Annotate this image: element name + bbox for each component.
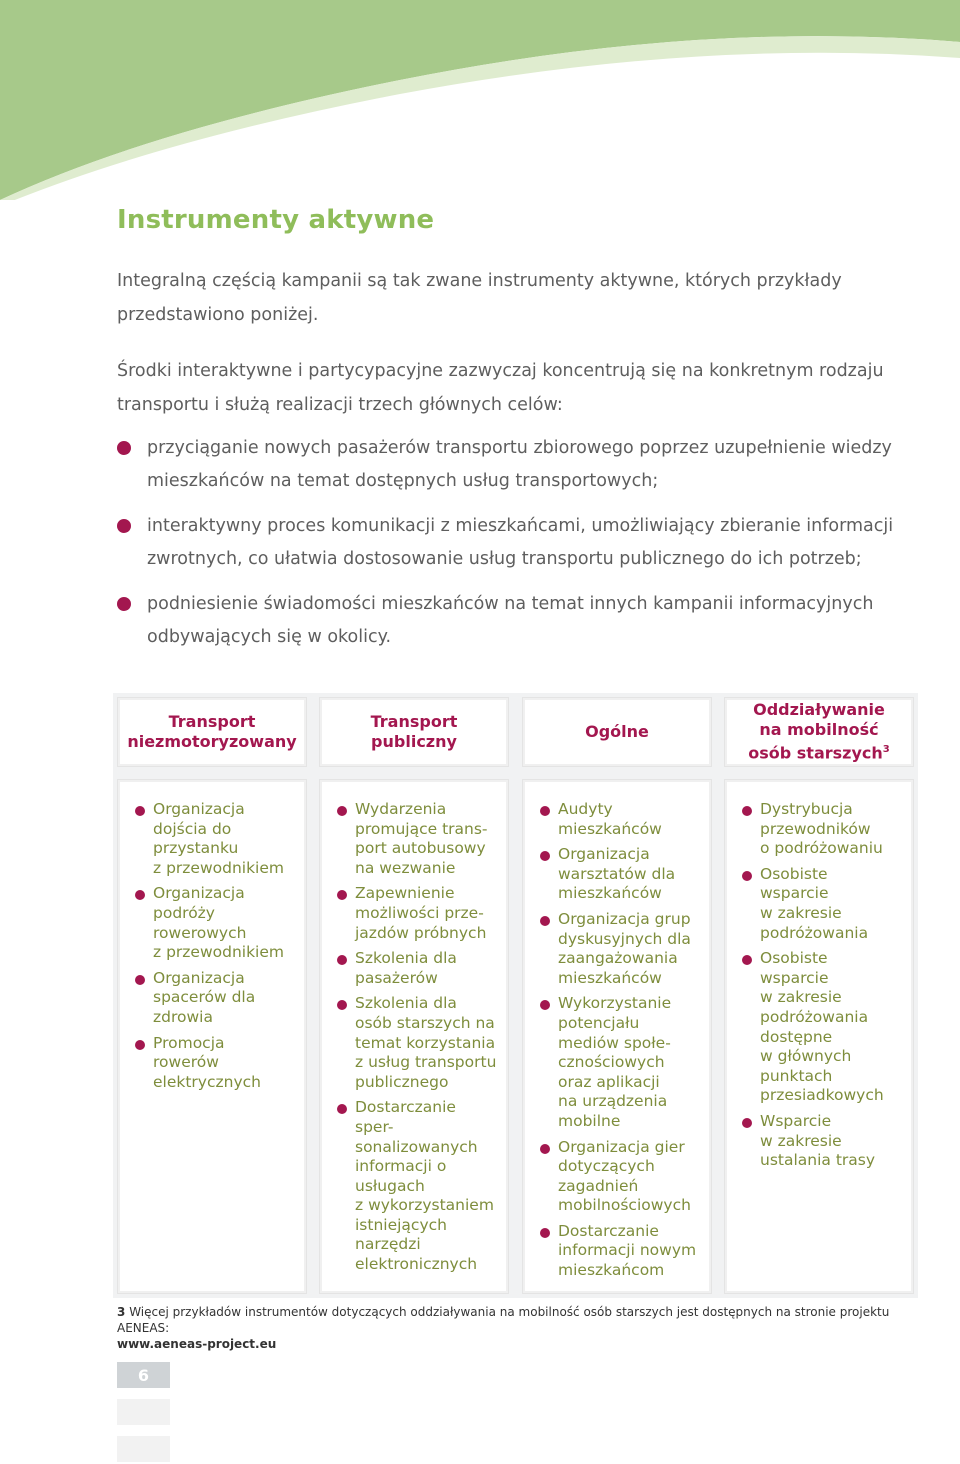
list-item-text: Zapewnienie możliwości prze- jazdów próbnych [355,884,487,942]
bullet-dot-icon [540,1000,550,1010]
column-header-elderly [724,697,914,767]
bullet-dot-icon [117,519,131,533]
bullet-dot-icon [742,871,752,881]
list-item-text: Osobiste wsparcie w zakresie podróżowania [760,864,869,942]
list-item [742,800,903,859]
list-item [135,1034,296,1093]
list-item-text: Dostarczanie sper- sonalizowanych informacji o usługach z wykorzystaniem istniejących narzędzi elektronicznych [355,1098,494,1274]
list-item-text: Organizacja gier dotyczących zagadnień mobilnościowych [558,1137,691,1215]
bullet-dot-icon [540,806,550,816]
list-item [540,910,701,988]
list-item-text: Wsparcie w zakresie ustalania trasy [760,1111,876,1170]
bullet-dot-icon [337,806,347,816]
column-header-text: Ogólne [585,722,649,741]
list-item-text: Szkolenia dla pasażerów [355,949,457,987]
column-header-text: Transport niezmotoryzowany [127,712,297,751]
list-item [540,845,701,904]
list-item [135,800,296,878]
bullet-dot-icon [742,1118,752,1128]
list-item [337,1098,498,1274]
bullet-dot-icon [540,851,550,861]
bullet-dot-icon [337,1000,347,1010]
list-item [742,865,903,943]
column-body-public [319,779,509,1294]
bullet-dot-icon [337,955,347,965]
goals-paragraph: Środki interaktywne i partycypacyjne zazwyczaj koncentrują się na konkretnym rodzaju transportu i służą realizacji trzech głównych celów: [117,361,884,415]
bullet-dot-icon [540,1228,550,1238]
page-number: 6 [117,1362,170,1388]
list-item-text: Promocja rowerów elektrycznych [153,1033,261,1091]
list-item [337,884,498,943]
bullet-dot-icon [135,806,145,816]
footnote [117,1304,917,1352]
list-item-text: podniesienie świadomości mieszkańców na temat innych kampanii informacyjnych odbywających się w okolicy. [147,594,874,647]
list-item-text: przyciąganie nowych pasażerów transportu zbiorowego poprzez uzupełnienie wiedzy mieszkańców na temat dostępnych usług transportowych; [147,438,892,491]
footnote-link[interactable]: www.aeneas-project.eu [117,1337,277,1351]
list-item [135,969,296,1028]
list-item [540,800,701,839]
list-item-text: Wykorzystanie potencjału mediów społe- cznościowych oraz aplikacji na urządzenia mobilne [558,994,672,1130]
header-green-band [0,0,960,200]
column-body-general [522,779,712,1294]
list-item-text: Dostarczanie informacji nowym mieszkańcom [558,1221,697,1280]
list-item [337,994,498,1092]
list-item-text: interaktywny proces komunikacji z mieszkańcami, umożliwiający zbieranie informacji zwrotnych, co ułatwia dostosowanie usług transportu publicznego do ich potrzeb; [147,516,894,569]
list-item [117,588,917,654]
instruments-table [117,697,914,1294]
list-item [117,432,917,498]
bullet-dot-icon [135,975,145,985]
bullet-dot-icon [117,597,131,611]
list-item-text: Audyty mieszkańców [558,800,662,838]
bullet-dot-icon [337,890,347,900]
list-item [135,884,296,962]
bullet-dot-icon [337,1104,347,1114]
list-item-text: Dystrybucja przewodników o podróżowaniu [760,800,883,858]
list-item [117,510,917,576]
footnote-ref: 3 [882,744,890,756]
column-header-public [319,697,509,767]
list-item [337,800,498,878]
list-item-text: Organizacja podróży rowerowych z przewodnikiem [153,884,284,962]
list-item [742,949,903,1106]
list-item-text: Osobiste wsparcie w zakresie podróżowania dostępne w głównych punktach przesiadkowych [760,949,884,1105]
column-header-text: Oddziaływanie na mobilność osób starszych [748,700,885,763]
page-title: Instrumenty aktywne [117,205,435,235]
bullet-dot-icon [742,955,752,965]
list-item-text: Wydarzenia promujące trans- port autobusowy na wezwanie [355,800,488,877]
list-item [540,1222,701,1281]
list-item-text: Organizacja dojścia do przystanku z przewodnikiem [153,800,284,877]
list-item-text: Organizacja spacerów dla zdrowia [153,968,256,1026]
list-item-text: Szkolenia dla osób starszych na temat korzystania z usług transportu publicznego [355,994,497,1091]
bullet-dot-icon [135,1040,145,1050]
column-body-elderly [724,779,914,1294]
list-item-text: Organizacja warsztatów dla mieszkańców [558,845,676,903]
goals-list [117,432,917,666]
bullet-dot-icon [540,1144,550,1154]
decorative-box [117,1399,170,1425]
list-item [540,1138,701,1216]
footnote-number: 3 [117,1305,126,1319]
footnote-text: Więcej przykładów instrumentów dotyczących oddziaływania na mobilność osób starszych jest dostępnych na stronie projektu AENEAS: [117,1305,890,1335]
decorative-box [117,1436,170,1462]
bullet-dot-icon [742,806,752,816]
list-item-text: Organizacja grup dyskusyjnych dla zaangażowania mieszkańców [558,909,691,987]
column-body-non-motorized [117,779,307,1294]
intro-paragraph: Integralną częścią kampanii są tak zwane instrumenty aktywne, których przykłady przedstawiono poniżej. [117,271,842,325]
list-item [742,1112,903,1171]
column-header-general [522,697,712,767]
column-header-text: Transport publiczny [370,712,458,751]
list-item [337,949,498,988]
list-item [540,994,701,1131]
bullet-dot-icon [540,916,550,926]
bullet-dot-icon [135,890,145,900]
bullet-dot-icon [117,441,131,455]
column-header-non-motorized [117,697,307,767]
